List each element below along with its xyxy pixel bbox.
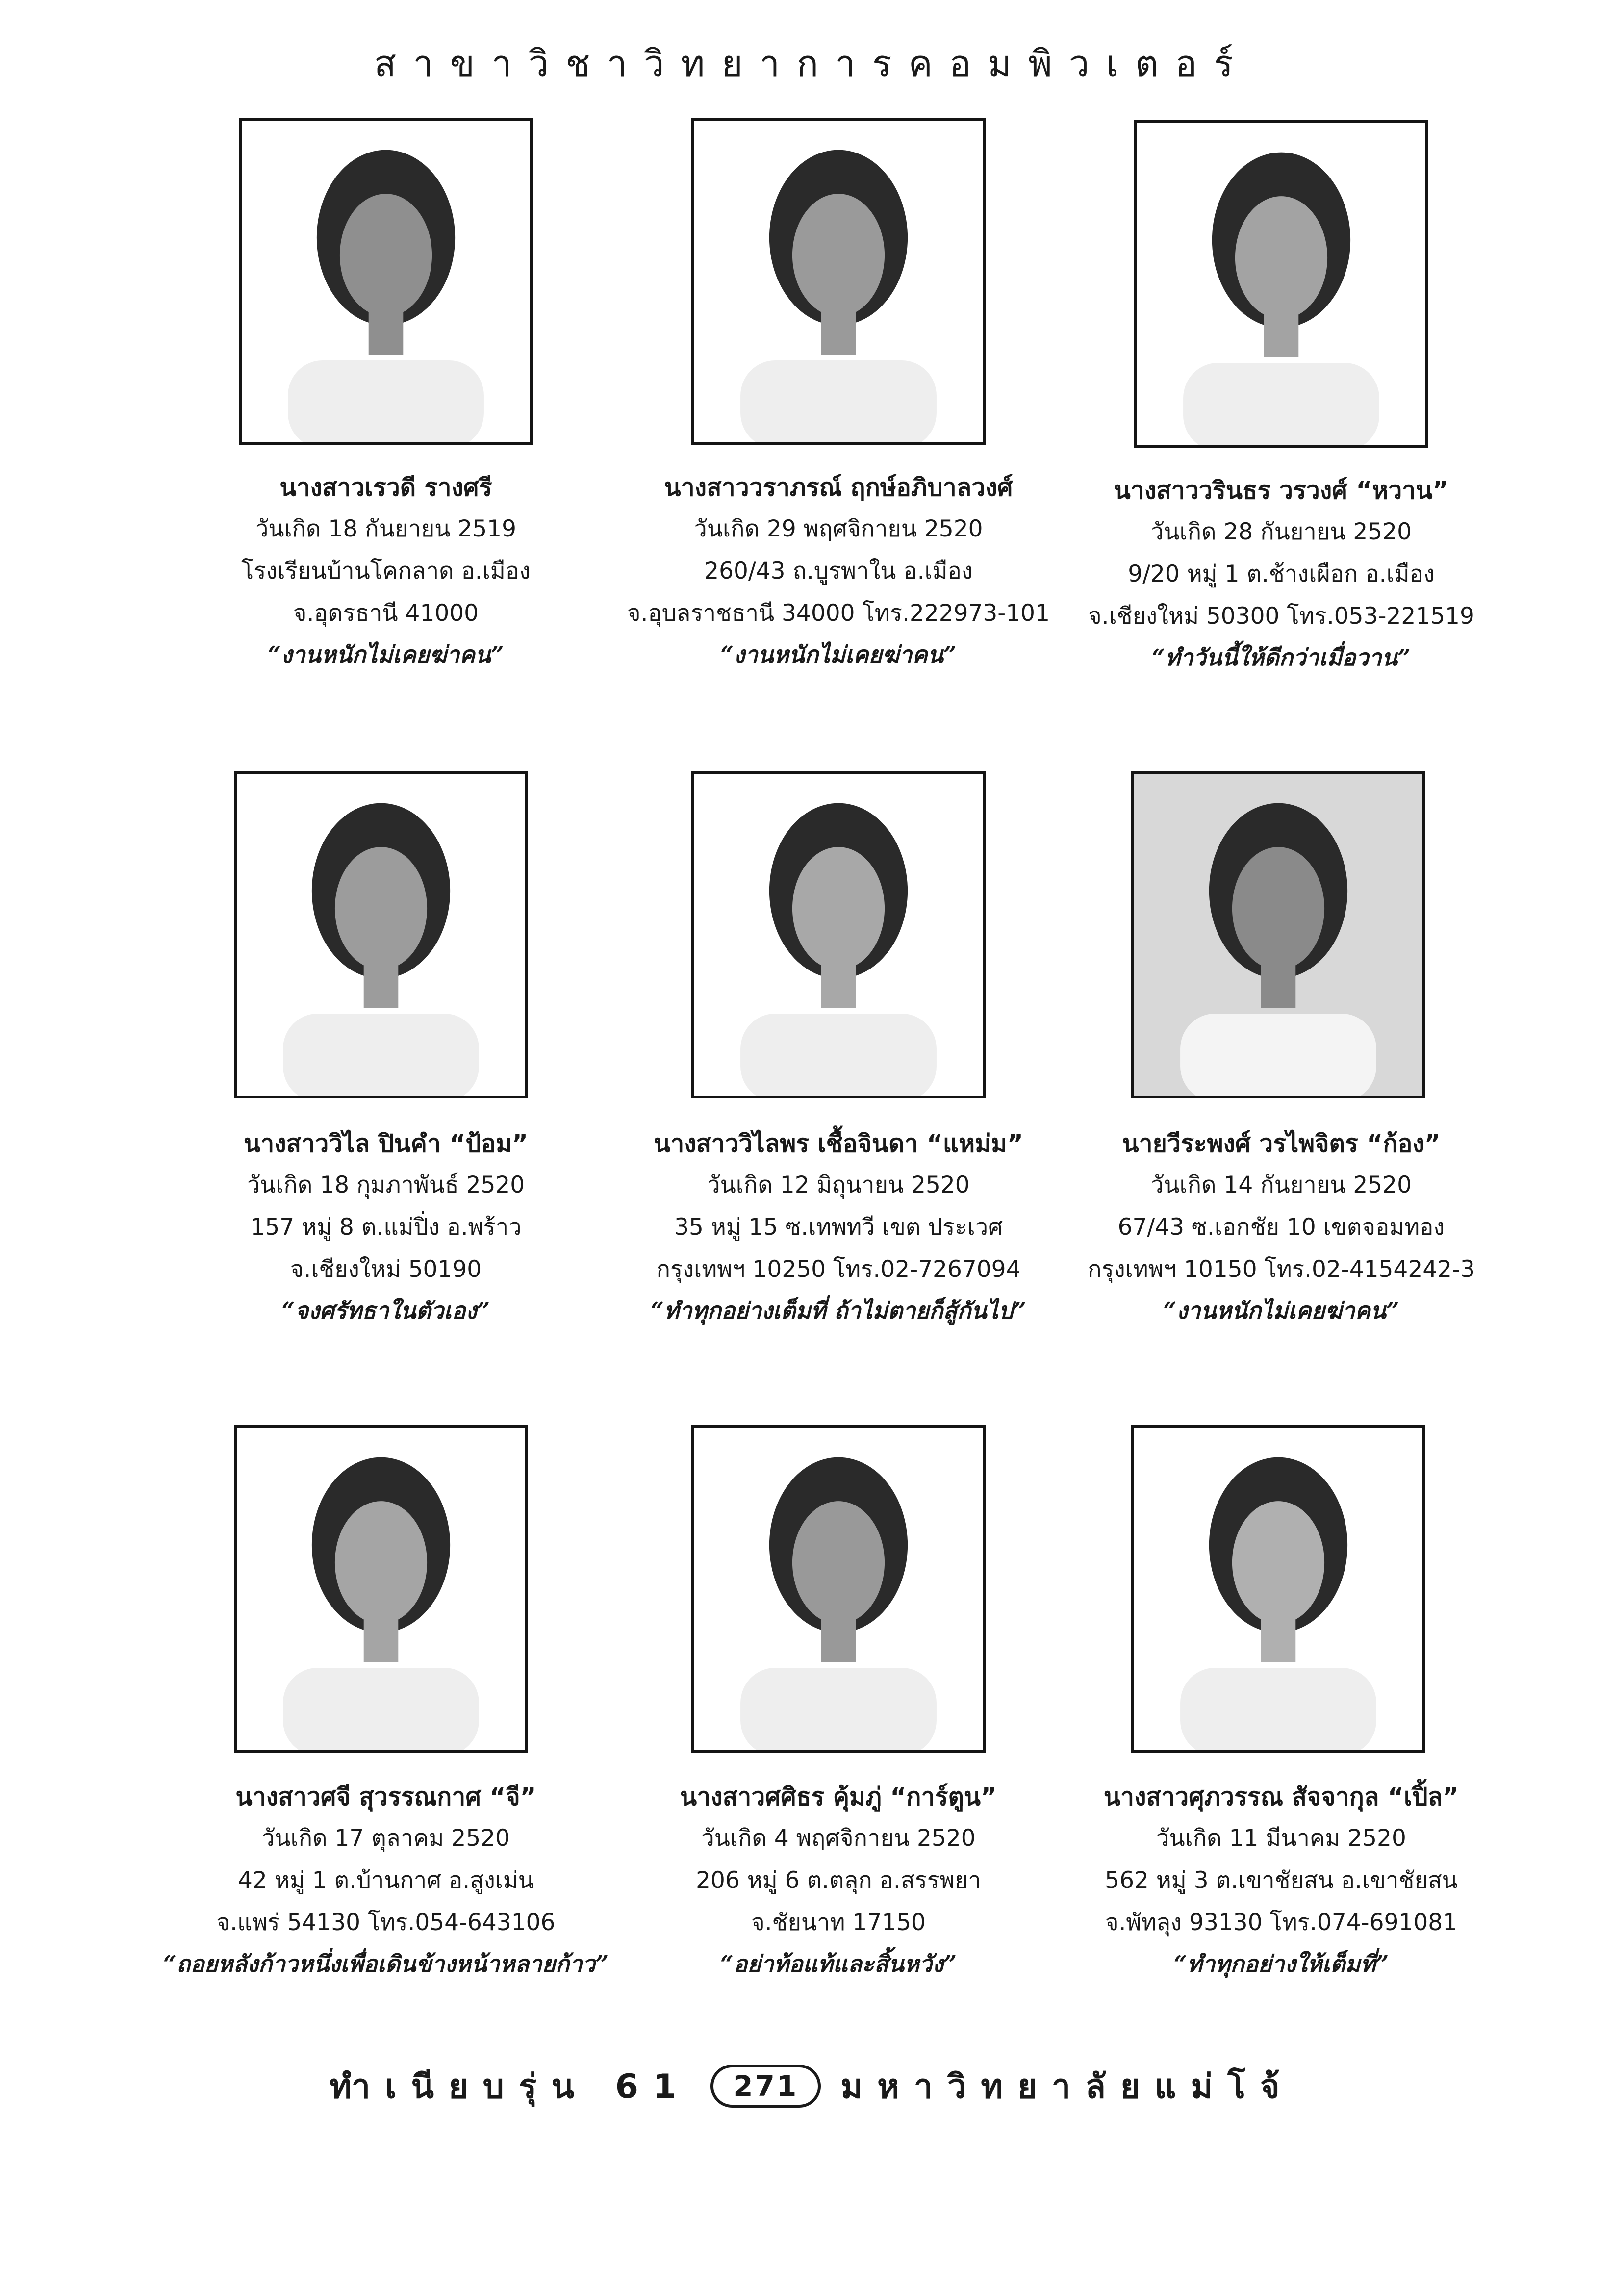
profile-address: จ.เชียงใหม่ 50190: [290, 1256, 482, 1283]
portrait-photo: [234, 1425, 528, 1753]
portrait-photo: [691, 771, 986, 1098]
profile-motto: “ถอยหลังก้าวหนึ่งเพื่อเดินข้างหน้าหลายก้าว”: [163, 1951, 609, 1978]
profile-name: นางสาวเรวดี รางศรี: [279, 473, 492, 502]
profile-name: นายวีระพงศ์ วรไพจิตร “ก้อง”: [1122, 1129, 1441, 1158]
profile-name: นางสาววิไล ปินคำ “ป้อม”: [244, 1129, 528, 1158]
profile-birthdate: วันเกิด 4 พฤศจิกายน 2520: [701, 1825, 976, 1852]
university-name: มหาวิทยาลัยแม่โจ้: [840, 2067, 1294, 2106]
page-title: สาขาวิชาวิทยาการคอมพิวเตอร์: [374, 43, 1250, 85]
portrait-photo: [1131, 1425, 1425, 1753]
profile-address: 260/43 ถ.บูรพาใน อ.เมือง: [704, 558, 973, 585]
profile-address: 67/43 ซ.เอกชัย 10 เขตจอมทอง: [1117, 1214, 1445, 1241]
profile-address: 157 หมู่ 8 ต.แม่ปิ่ง อ.พร้าว: [250, 1214, 522, 1241]
profile-caption: [1016, 470, 1546, 679]
profile-motto: “จงศรัทธาในตัวเอง”: [281, 1298, 490, 1325]
profile-motto: “งานหนักไม่เคยฆ่าคน”: [1163, 1298, 1399, 1325]
profile-name: นางสาววิไลพร เชื้อจินดา “แหม่ม”: [654, 1129, 1023, 1158]
profile-name: นางสาววรินธร วรวงศ์ “หวาน”: [1114, 476, 1449, 505]
profile-address: จ.เชียงใหม่ 50300 โทร.053-221519: [1088, 603, 1474, 630]
profile-name: นางสาวศจี สุวรรณกาศ “จี”: [235, 1783, 536, 1811]
profile-address: กรุงเทพฯ 10150 โทร.02-4154242-3: [1088, 1256, 1475, 1283]
portrait-photo: [691, 118, 986, 445]
profile-address: จ.อุดรธานี 41000: [293, 600, 479, 627]
profile-birthdate: วันเกิด 12 มิถุนายน 2520: [707, 1172, 970, 1198]
portrait-photo: [234, 771, 528, 1098]
profile-address: 42 หมู่ 1 ต.บ้านกาศ อ.สูงเม่น: [238, 1867, 534, 1894]
profile-birthdate: วันเกิด 29 พฤศจิกายน 2520: [694, 515, 983, 542]
profile-birthdate: วันเกิด 14 กันยายน 2520: [1151, 1172, 1412, 1198]
profile-caption: [1016, 1776, 1546, 1985]
profile-motto: “ทำทุกอย่างเต็มที่ ถ้าไม่ตายก็สู้กันไป”: [650, 1298, 1027, 1325]
profile-birthdate: วันเกิด 11 มีนาคม 2520: [1156, 1825, 1406, 1852]
profile-caption: [121, 467, 651, 676]
profile-address: จ.ชัยนาท 17150: [751, 1909, 926, 1936]
profile-address: 206 หมู่ 6 ต.ตลุก อ.สรรพยา: [696, 1867, 981, 1894]
profile-birthdate: วันเกิด 28 กันยายน 2520: [1151, 518, 1412, 545]
profile-birthdate: วันเกิด 18 กุมภาพันธ์ 2520: [247, 1172, 525, 1198]
profile-motto: “งานหนักไม่เคยฆ่าคน”: [268, 641, 504, 668]
page-number: 271: [710, 2065, 821, 2108]
profile-birthdate: วันเกิด 18 กันยายน 2519: [255, 515, 516, 542]
profile-address: จ.พัทลุง 93130 โทร.074-691081: [1105, 1909, 1458, 1936]
portrait-photo: [1131, 771, 1425, 1098]
profile-motto: “อย่าท้อแท้และสิ้นหวัง”: [720, 1951, 957, 1978]
profile-caption: [1016, 1123, 1546, 1332]
profile-name: นางสาวศุภวรรณ สัจจากุล “เปิ้ล”: [1103, 1783, 1459, 1811]
portrait-photo: [239, 118, 533, 445]
profile-motto: “ทำวันนี้ให้ดีกว่าเมื่อวาน”: [1152, 644, 1411, 671]
profile-motto: “งานหนักไม่เคยฆ่าคน”: [720, 641, 957, 668]
profile-name: นางสาวศศิธร คุ้มภู่ “การ์ตูน”: [680, 1783, 997, 1811]
profile-birthdate: วันเกิด 17 ตุลาคม 2520: [262, 1825, 510, 1852]
portrait-photo: [1134, 120, 1428, 448]
profile-address: 35 หมู่ 15 ซ.เทพทวี เขต ประเวศ: [674, 1214, 1003, 1241]
profile-caption: [121, 1776, 651, 1985]
profile-name: นางสาววราภรณ์ ฤกษ์อภิบาลวงศ์: [664, 473, 1013, 502]
profile-address: 562 หมู่ 3 ต.เขาชัยสน อ.เขาชัยสน: [1105, 1867, 1458, 1894]
profile-caption: [121, 1123, 651, 1332]
portrait-photo: [691, 1425, 986, 1753]
profile-address: จ.อุบลราชธานี 34000 โทร.222973-101: [627, 600, 1050, 627]
yearbook-edition: ทำเนียบรุ่น 61: [330, 2067, 691, 2106]
profile-address: กรุงเทพฯ 10250 โทร.02-7267094: [656, 1256, 1021, 1283]
profile-address: 9/20 หมู่ 1 ต.ช้างเผือก อ.เมือง: [1128, 561, 1435, 587]
page-footer: [0, 2060, 1624, 2113]
profile-address: โรงเรียนบ้านโคกลาด อ.เมือง: [241, 558, 531, 585]
profile-motto: “ทำทุกอย่างให้เต็มที่”: [1173, 1951, 1389, 1978]
profile-address: จ.แพร่ 54130 โทร.054-643106: [216, 1909, 556, 1936]
